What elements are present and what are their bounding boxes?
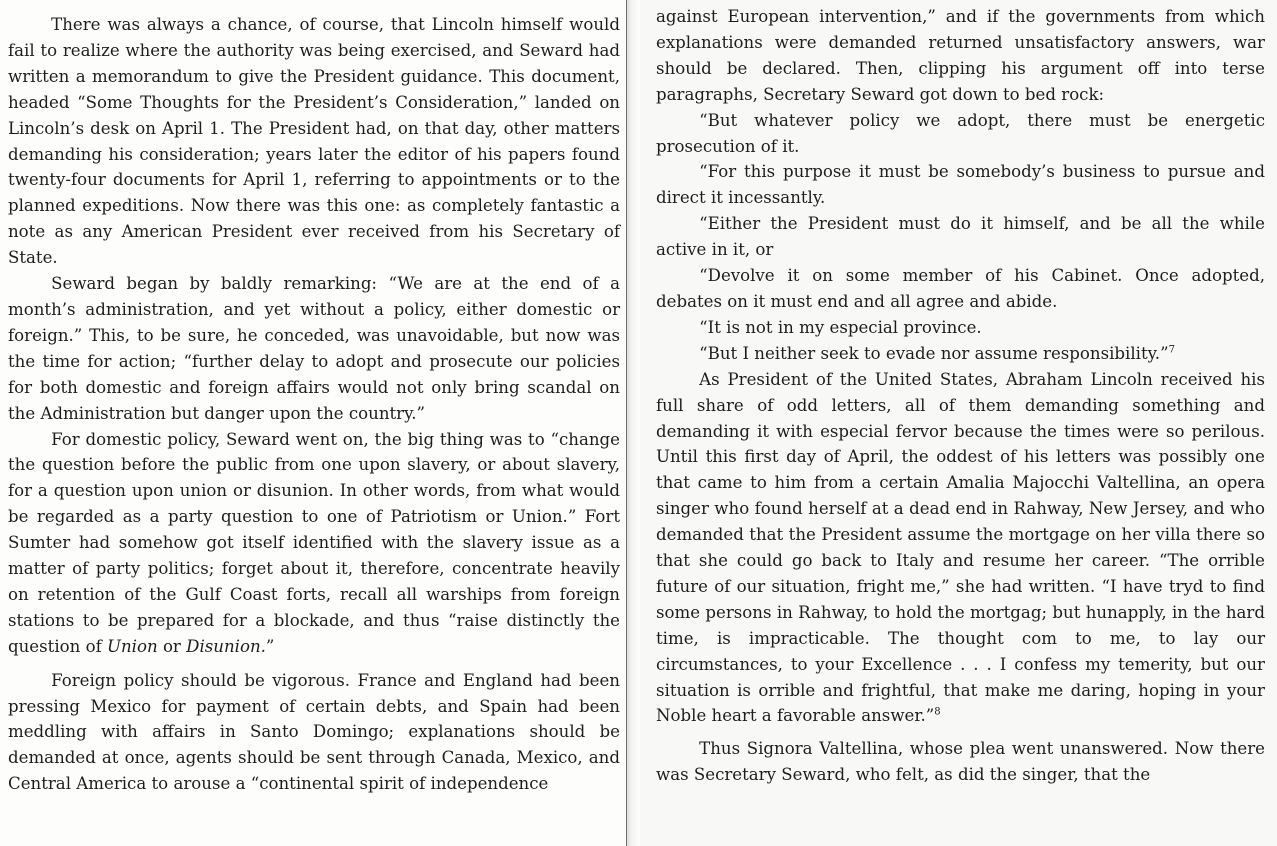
paragraph-seward-memorandum: There was always a chance, of course, that Lincoln himself would fail to realize where the authority was being exercised, and Seward had written a memorandum to give the President guidance. This document, headed “Some Thoughts for the President’s Consideration,” landed on Lincoln’s desk on April 1. The President had, on that day, other matters demanding his consideration; years later the editor of his papers found twenty-four documents for April 1, referring to appointments or to the planned expeditions. Now there was this one: as completely fantastic a note as any American President ever received from his Secretary of State. xyxy=(8,15,620,268)
responsibility-text: “But I neither seek to evade nor assume responsibility.” xyxy=(699,343,1169,363)
closing-quote: ” xyxy=(265,636,275,656)
footnote-marker-7: 7 xyxy=(1168,344,1175,356)
left-page-edge xyxy=(626,0,627,846)
or-text: or xyxy=(157,636,187,656)
quote-president-himself: “Either the President must do it himself, and be all the while active in it, or xyxy=(656,214,1265,260)
quote-responsibility xyxy=(656,341,1265,367)
footnote-marker-8: 8 xyxy=(934,706,941,718)
right-page xyxy=(640,0,1277,846)
book-gutter xyxy=(626,0,640,846)
paragraph-domestic-policy xyxy=(8,427,620,660)
paragraph-odd-letters xyxy=(656,367,1265,730)
quote-not-my-province: “It is not in my especial province. xyxy=(699,317,982,337)
paragraph-seward-began: Seward began by baldly remarking: “We are at the end of a month’s administration, and yet without a policy, either domestic or foreign.” This, to be sure, he conceded, was unavoidable, but now was the time for action; “further delay to adopt and prosecute our policies for both domestic and foreign affairs would not only bring scandal on the Administration but danger upon the country.” xyxy=(8,274,620,423)
left-page xyxy=(0,0,626,846)
odd-letters-text: As President of the United States, Abraham Lincoln received his full share of odd letters, all of them demanding something and demanding it with especial fervor because the times were so perilous. Until this first day of April, the oddest of his letters was possibly one that came to him from a certain Amalia Majocchi Valtellina, an opera singer who found herself at a dead end in Rahway, New Jersey, and who demanded that the President assume the mortgage on her villa there so that she could go back to Italy and resume her career. “The orrible future of our situation, fright me,” she had written. “I have tryd to find some persons in Rahway, to hold the mortgag; but hunapply, in the hard time, is impracticable. The thought com to me, to lay our circumstances, to your Excellence . . . I confess my temerity, but our situation is orrible and frightful, that make me daring, hoping in your Noble heart a favorable answer.” xyxy=(656,369,1265,726)
paragraph-european-intervention: against European intervention,” and if the governments from which explanations were demanded returned unsatisfactory answers, war should be declared. Then, clipping his argument off into terse paragraphs, Secretary Seward got down to bed rock: xyxy=(656,7,1265,104)
paragraph-signora-valtellina: Thus Signora Valtellina, whose plea went unanswered. Now there was Secretary Seward, who felt, as did the singer, that the xyxy=(656,739,1265,785)
paragraph-foreign-policy: Foreign policy should be vigorous. France and England had been pressing Mexico for payment of certain debts, and Spain had been meddling with affairs in Santo Domingo; explanations should be demanded at once, agents should be sent through Canada, Mexico, and Central America to arouse a “continental spirit of independence xyxy=(8,670,620,794)
italic-disunion: Disunion. xyxy=(186,636,266,656)
quote-energetic-prosecution: “But whatever policy we adopt, there must be energetic prosecution of it. xyxy=(656,110,1265,156)
quote-devolve-cabinet: “Devolve it on some member of his Cabinet. Once adopted, debates on it must end and all agree and abide. xyxy=(656,266,1265,311)
italic-union: Union xyxy=(107,636,158,656)
quote-somebodys-business: “For this purpose it must be somebody’s business to pursue and direct it incessantly. xyxy=(656,162,1265,208)
domestic-policy-text: For domestic policy, Seward went on, the big thing was to “change the question before the public from one upon slavery, or about slavery, for a question upon union or disunion. In other words, from what would be regarded as a party question to one of Patriotism or Union.” Fort Sumter had somehow got itself identified with the slavery issue as a matter of party politics; forget about it, therefore, concentrate heavily on retention of the Gulf Coast forts, recall all warships from foreign stations to be prepared for a blockade, and thus “raise distinctly the question of xyxy=(8,429,620,656)
